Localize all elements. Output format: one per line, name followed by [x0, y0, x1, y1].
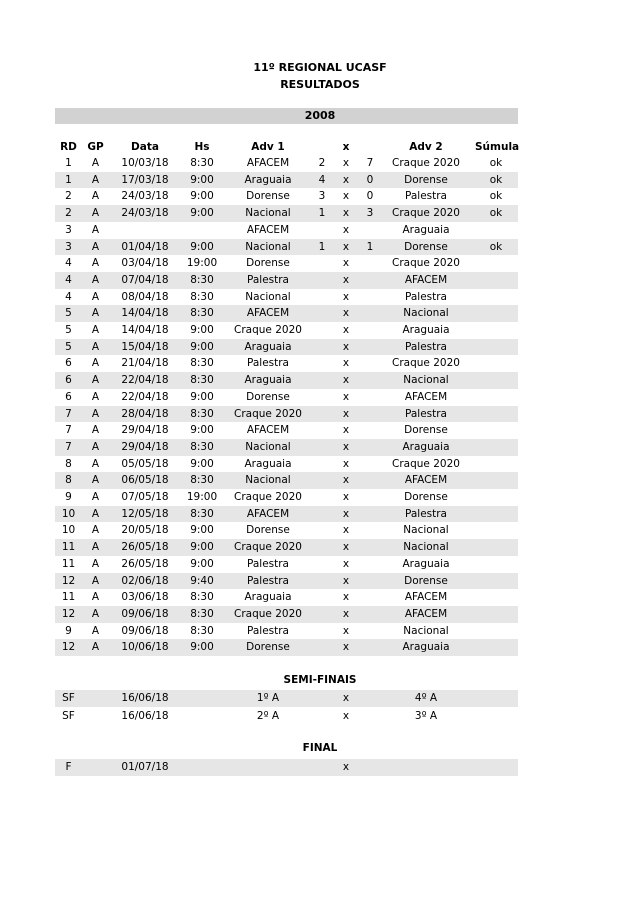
cell-team2: Dorense: [404, 173, 448, 186]
cell-time: 9:00: [190, 557, 214, 570]
cell-team2: 3º A: [414, 709, 438, 722]
cell-date: 01/07/18: [121, 761, 169, 773]
cell-rd: 1: [65, 157, 72, 169]
cell-team2: Araguaia: [402, 641, 450, 654]
cell-gp: A: [91, 557, 100, 570]
cell-team1: Craque 2020: [234, 491, 302, 503]
cell-date: 24/03/18: [121, 207, 169, 220]
cell-x: x: [342, 491, 350, 503]
table-row: [55, 506, 518, 523]
cell-x: x: [342, 240, 350, 253]
cell-time: 19:00: [186, 491, 218, 503]
cell-time: 9:00: [190, 190, 214, 203]
cell-team2: AFACEM: [404, 390, 448, 403]
cell-x: x: [342, 440, 350, 453]
cell-x: x: [342, 290, 350, 303]
cell-gp: A: [91, 223, 100, 236]
table-row: [55, 522, 518, 539]
cell-rd: 7: [65, 407, 72, 420]
cell-team2: Palestra: [404, 190, 447, 203]
cell-date: 02/06/18: [121, 574, 169, 587]
cell-x: x: [342, 374, 350, 387]
cell-sumula: ok: [489, 207, 503, 220]
table-row: [55, 289, 518, 306]
cell-x: x: [342, 524, 350, 537]
cell-team2: Araguaia: [402, 440, 450, 453]
cell-x: x: [342, 257, 350, 270]
table-row: [55, 205, 518, 222]
cell-gp: A: [91, 624, 100, 637]
cell-team2: 4º A: [414, 692, 438, 704]
cell-x: x: [342, 457, 350, 470]
cell-gp: A: [91, 457, 100, 470]
cell-team1: Dorense: [246, 524, 290, 537]
cell-team2: Palestra: [404, 407, 447, 420]
cell-team1: Palestra: [246, 357, 289, 370]
table-row: [55, 222, 518, 239]
cell-date: 26/05/18: [121, 557, 169, 570]
table-row: [55, 606, 518, 623]
cell-x: x: [342, 607, 350, 620]
cell-x: x: [342, 692, 350, 704]
cell-rd: 8: [65, 474, 72, 487]
cell-rd: 10: [61, 524, 76, 537]
cell-x: x: [342, 207, 350, 220]
cell-x: x: [342, 223, 350, 236]
cell-x: x: [342, 273, 350, 286]
cell-team1: 2º A: [256, 709, 280, 722]
cell-gp: A: [91, 591, 100, 604]
cell-rd: 2: [65, 207, 72, 220]
cell-team1: Craque 2020: [234, 607, 302, 620]
cell-team1: Araguaia: [244, 374, 292, 387]
table-row: [55, 472, 518, 489]
cell-team2: AFACEM: [404, 607, 448, 620]
cell-rd: 5: [65, 324, 72, 336]
cell-team1: Araguaia: [244, 591, 292, 604]
semifinals-title: SEMI-FINAIS: [283, 674, 357, 686]
cell-date: 16/06/18: [121, 709, 169, 722]
cell-rd: 5: [65, 307, 72, 320]
cell-x: x: [342, 507, 350, 520]
cell-time: 8:30: [190, 290, 214, 303]
header-adv1: Adv 1: [251, 141, 285, 153]
cell-score2: 0: [366, 190, 374, 203]
cell-score1: 4: [318, 173, 326, 186]
cell-team2: Craque 2020: [392, 207, 460, 220]
cell-rd: F: [65, 761, 72, 773]
cell-date: 29/04/18: [121, 424, 169, 437]
cell-time: 8:30: [190, 307, 214, 320]
cell-team1: Dorense: [246, 390, 290, 403]
cell-sumula: ok: [489, 190, 503, 203]
cell-rd: 8: [65, 457, 72, 470]
table-row: [55, 355, 518, 372]
cell-date: 07/05/18: [121, 491, 169, 503]
cell-gp: A: [91, 324, 100, 336]
table-row: [55, 339, 518, 356]
cell-date: 12/05/18: [121, 507, 169, 520]
cell-gp: A: [91, 374, 100, 387]
cell-time: 9:00: [190, 641, 214, 654]
cell-team1: AFACEM: [246, 424, 290, 437]
cell-gp: A: [91, 390, 100, 403]
cell-time: 9:00: [190, 173, 214, 186]
cell-time: 8:30: [190, 157, 214, 169]
cell-rd: 4: [65, 273, 72, 286]
cell-score1: 1: [318, 207, 326, 220]
cell-team1: Palestra: [246, 557, 289, 570]
cell-x: x: [342, 709, 350, 722]
table-row: [55, 422, 518, 439]
table-row: [55, 589, 518, 606]
cell-team1: Araguaia: [244, 173, 292, 186]
cell-gp: A: [91, 190, 100, 203]
cell-time: 9:00: [190, 424, 214, 437]
cell-score2: 1: [366, 240, 374, 253]
cell-rd: 6: [65, 357, 72, 370]
cell-sumula: ok: [489, 240, 503, 253]
cell-date: 28/04/18: [121, 407, 169, 420]
cell-team1: Dorense: [246, 257, 290, 270]
cell-gp: A: [91, 157, 100, 169]
cell-date: 01/04/18: [121, 240, 169, 253]
table-row: [55, 188, 518, 205]
cell-rd: SF: [62, 692, 75, 704]
cell-team2: Dorense: [404, 574, 448, 587]
cell-rd: 5: [65, 340, 72, 353]
cell-time: 9:00: [190, 340, 214, 353]
cell-date: 10/03/18: [121, 157, 169, 169]
cell-date: 26/05/18: [121, 541, 169, 554]
cell-team1: Dorense: [246, 190, 290, 203]
cell-team2: Craque 2020: [392, 457, 460, 470]
cell-time: 19:00: [186, 257, 218, 270]
cell-x: x: [342, 761, 350, 773]
final-title: FINAL: [302, 742, 338, 754]
cell-time: 9:00: [190, 240, 214, 253]
cell-gp: A: [91, 424, 100, 437]
cell-team1: Araguaia: [244, 340, 292, 353]
cell-rd: 9: [65, 624, 72, 637]
cell-gp: A: [91, 357, 100, 370]
table-row: [55, 389, 518, 406]
table-row: [55, 489, 518, 506]
cell-team2: Araguaia: [402, 557, 450, 570]
cell-date: 17/03/18: [121, 173, 169, 186]
cell-x: x: [342, 624, 350, 637]
table-row: [55, 406, 518, 423]
table-row: [55, 239, 518, 256]
cell-time: 9:00: [190, 457, 214, 470]
cell-team2: Craque 2020: [392, 357, 460, 370]
cell-team2: Nacional: [403, 624, 449, 637]
cell-rd: SF: [62, 709, 75, 722]
table-row: [55, 623, 518, 640]
cell-score2: 7: [366, 157, 374, 169]
semifinals-row: [55, 690, 518, 707]
cell-score1: 2: [318, 157, 326, 169]
cell-team1: Araguaia: [244, 457, 292, 470]
cell-x: x: [342, 641, 350, 654]
cell-time: 9:00: [190, 207, 214, 220]
table-row: [55, 305, 518, 322]
cell-time: 9:00: [190, 524, 214, 537]
cell-x: x: [342, 557, 350, 570]
cell-gp: A: [91, 257, 100, 270]
cell-team2: Craque 2020: [392, 157, 460, 169]
cell-team2: Nacional: [403, 307, 449, 320]
header-gp: GP: [87, 141, 104, 153]
cell-team2: Nacional: [403, 374, 449, 387]
cell-date: 09/06/18: [121, 624, 169, 637]
cell-rd: 11: [61, 541, 76, 554]
cell-x: x: [342, 591, 350, 604]
cell-date: 20/05/18: [121, 524, 169, 537]
cell-score1: 3: [318, 190, 326, 203]
cell-gp: A: [91, 574, 100, 587]
cell-rd: 3: [65, 240, 72, 253]
cell-date: 03/04/18: [121, 257, 169, 270]
cell-gp: A: [91, 407, 100, 420]
cell-x: x: [342, 307, 350, 320]
cell-team1: Craque 2020: [234, 324, 302, 336]
cell-rd: 2: [65, 190, 72, 203]
table-row: [55, 573, 518, 590]
cell-date: 24/03/18: [121, 190, 169, 203]
cell-gp: A: [91, 541, 100, 554]
cell-date: 09/06/18: [121, 607, 169, 620]
cell-gp: A: [91, 440, 100, 453]
cell-score1: 1: [318, 240, 326, 253]
cell-team2: AFACEM: [404, 474, 448, 487]
cell-time: 8:30: [190, 357, 214, 370]
cell-date: 08/04/18: [121, 290, 169, 303]
table-row: [55, 372, 518, 389]
cell-rd: 12: [61, 574, 76, 587]
cell-sumula: ok: [489, 173, 503, 186]
cell-date: 06/05/18: [121, 474, 169, 487]
cell-team2: AFACEM: [404, 591, 448, 604]
table-row: [55, 639, 518, 656]
cell-rd: 7: [65, 424, 72, 437]
table-row: [55, 255, 518, 272]
cell-time: 8:30: [190, 624, 214, 637]
cell-team2: Dorense: [404, 424, 448, 437]
cell-rd: 4: [65, 257, 72, 270]
cell-gp: A: [91, 474, 100, 487]
cell-date: 29/04/18: [121, 440, 169, 453]
table-row: [55, 539, 518, 556]
cell-time: 8:30: [190, 374, 214, 387]
cell-rd: 3: [65, 223, 72, 236]
cell-date: 07/04/18: [121, 273, 169, 286]
cell-gp: A: [91, 607, 100, 620]
cell-rd: 12: [61, 641, 76, 654]
cell-x: x: [342, 190, 350, 203]
header-rd: RD: [60, 141, 77, 153]
cell-x: x: [342, 407, 350, 420]
header-data: Data: [131, 141, 159, 153]
cell-date: 05/05/18: [121, 457, 169, 470]
cell-date: 15/04/18: [121, 340, 169, 353]
cell-date: 21/04/18: [121, 357, 169, 370]
cell-gp: A: [91, 207, 100, 220]
cell-team1: AFACEM: [246, 223, 290, 236]
cell-team1: Nacional: [245, 207, 291, 220]
table-row: [55, 456, 518, 473]
table-row: [55, 439, 518, 456]
cell-score2: 0: [366, 173, 374, 186]
cell-team2: Palestra: [404, 290, 447, 303]
cell-team1: Dorense: [246, 641, 290, 654]
cell-team2: AFACEM: [404, 273, 448, 286]
cell-gp: A: [91, 240, 100, 253]
cell-team1: AFACEM: [246, 157, 290, 169]
cell-time: 9:00: [190, 390, 214, 403]
cell-gp: A: [91, 173, 100, 186]
cell-date: 14/04/18: [121, 324, 169, 336]
header-adv2: Adv 2: [409, 141, 443, 153]
cell-gp: A: [91, 524, 100, 537]
cell-time: 9:00: [190, 541, 214, 554]
cell-gp: A: [91, 290, 100, 303]
cell-rd: 11: [61, 591, 76, 604]
cell-score2: 3: [366, 207, 374, 220]
cell-team2: Nacional: [403, 524, 449, 537]
cell-rd: 7: [65, 440, 72, 453]
cell-time: 8:30: [190, 440, 214, 453]
cell-time: 8:30: [190, 474, 214, 487]
semifinals-row: [55, 708, 518, 725]
cell-rd: 9: [65, 491, 72, 503]
cell-team2: Craque 2020: [392, 257, 460, 270]
cell-gp: A: [91, 641, 100, 654]
cell-team2: Araguaia: [402, 324, 450, 336]
cell-rd: 1: [65, 173, 72, 186]
cell-gp: A: [91, 307, 100, 320]
cell-date: 22/04/18: [121, 374, 169, 387]
cell-date: 22/04/18: [121, 390, 169, 403]
document-title: 11º REGIONAL UCASF: [253, 61, 387, 74]
cell-rd: 11: [61, 557, 76, 570]
cell-date: 16/06/18: [121, 692, 169, 704]
table-row: [55, 556, 518, 573]
cell-time: 8:30: [190, 273, 214, 286]
cell-team1: Palestra: [246, 574, 289, 587]
cell-team1: AFACEM: [246, 507, 290, 520]
cell-team1: Palestra: [246, 273, 289, 286]
cell-x: x: [342, 474, 350, 487]
cell-team1: Nacional: [245, 474, 291, 487]
cell-time: 8:30: [190, 507, 214, 520]
cell-x: x: [342, 424, 350, 437]
cell-gp: A: [91, 340, 100, 353]
cell-team2: Palestra: [404, 340, 447, 353]
cell-x: x: [342, 173, 350, 186]
cell-team1: Craque 2020: [234, 541, 302, 554]
cell-gp: A: [91, 507, 100, 520]
cell-team1: AFACEM: [246, 307, 290, 320]
cell-date: 10/06/18: [121, 641, 169, 654]
cell-team2: Dorense: [404, 240, 448, 253]
cell-time: 8:30: [190, 591, 214, 604]
cell-time: 9:00: [190, 324, 214, 336]
cell-time: 9:40: [190, 574, 214, 587]
header-hs: Hs: [194, 141, 210, 153]
year-label: 2008: [304, 109, 336, 122]
table-row: [55, 172, 518, 189]
cell-team2: Dorense: [404, 491, 448, 503]
cell-rd: 12: [61, 607, 76, 620]
cell-gp: A: [91, 273, 100, 286]
cell-team2: Nacional: [403, 541, 449, 554]
table-row: [55, 272, 518, 289]
table-header: [55, 139, 518, 156]
cell-time: 8:30: [190, 407, 214, 420]
final-row: [55, 759, 518, 776]
cell-team1: Nacional: [245, 240, 291, 253]
cell-team1: Palestra: [246, 624, 289, 637]
cell-sumula: ok: [489, 157, 503, 169]
cell-team2: Palestra: [404, 507, 447, 520]
cell-team1: Craque 2020: [234, 407, 302, 420]
cell-team1: Nacional: [245, 440, 291, 453]
table-row: [55, 322, 518, 339]
cell-x: x: [342, 157, 350, 169]
cell-rd: 10: [61, 507, 76, 520]
cell-team1: 1º A: [256, 692, 280, 704]
header-sumula: Súmula: [475, 141, 520, 153]
cell-rd: 6: [65, 390, 72, 403]
cell-date: 14/04/18: [121, 307, 169, 320]
header-x: x: [342, 141, 350, 153]
cell-time: 8:30: [190, 607, 214, 620]
cell-team2: Araguaia: [402, 223, 450, 236]
cell-x: x: [342, 574, 350, 587]
cell-x: x: [342, 390, 350, 403]
cell-x: x: [342, 340, 350, 353]
cell-x: x: [342, 357, 350, 370]
cell-x: x: [342, 541, 350, 554]
cell-x: x: [342, 324, 350, 336]
cell-gp: A: [91, 491, 100, 503]
table-row: [55, 155, 518, 172]
document-subtitle: RESULTADOS: [280, 78, 360, 91]
cell-rd: 6: [65, 374, 72, 387]
cell-rd: 4: [65, 290, 72, 303]
cell-date: 03/06/18: [121, 591, 169, 604]
cell-team1: Nacional: [245, 290, 291, 303]
